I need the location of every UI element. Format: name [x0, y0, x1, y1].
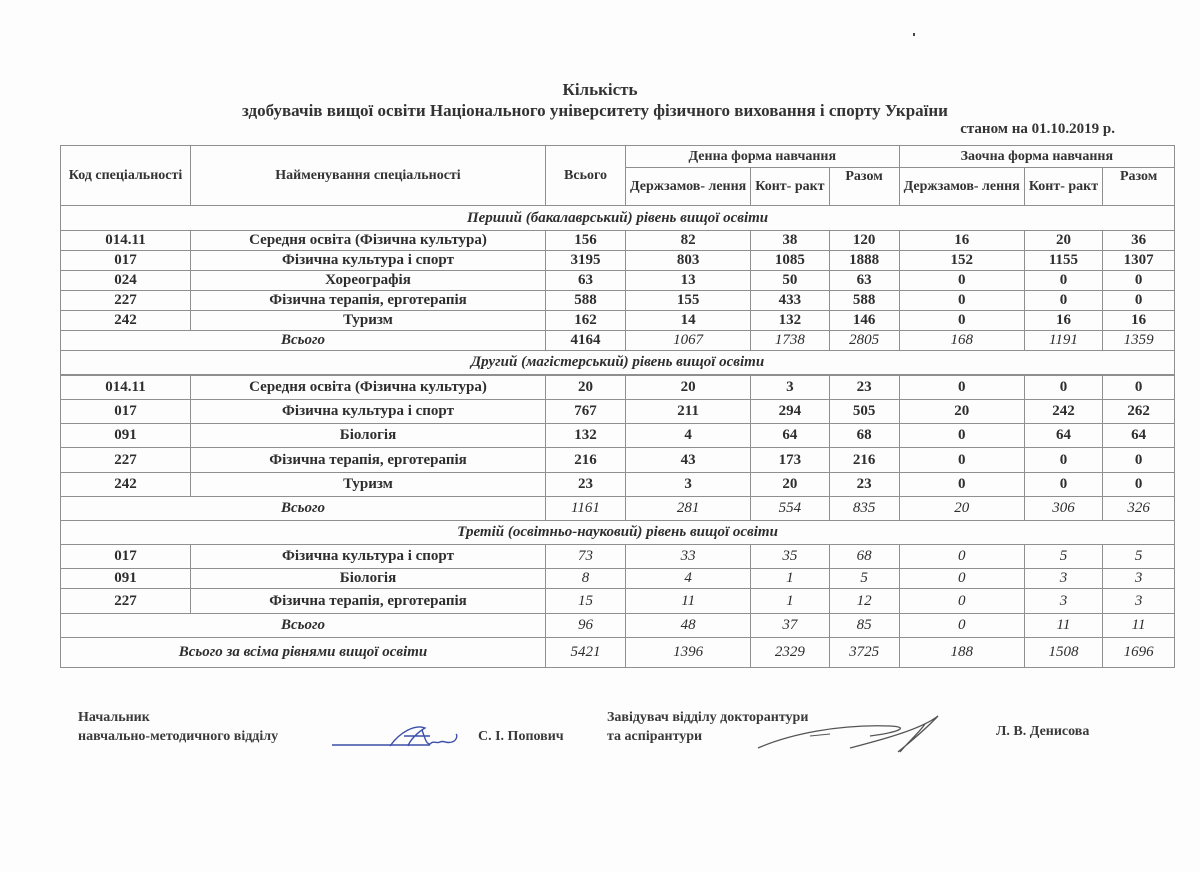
cell-pt-state: 0 [899, 375, 1024, 400]
subtotal-row [61, 614, 1175, 638]
left-signatory-name: С. І. Попович [478, 729, 564, 744]
cell-ft-contract: 3 [751, 375, 829, 400]
cell-name: Фізична терапія, ерготерапія [191, 448, 546, 473]
cell-ft-sum: 5 [829, 569, 899, 589]
cell-name: Туризм [191, 473, 546, 497]
cell-name: Фізична культура і спорт [191, 251, 546, 271]
table-row [61, 400, 1175, 424]
subtotal-ft-state: 281 [626, 497, 751, 521]
document-subtitle: здобувачів вищої освіти Національного університету фізичного виховання і спорту України [242, 101, 948, 120]
col-header-pt-sum: Разом [1103, 168, 1175, 206]
grand-total-row [61, 638, 1175, 668]
table-row [61, 231, 1175, 251]
cell-pt-sum: 0 [1103, 473, 1175, 497]
cell-ft-state: 3 [626, 473, 751, 497]
grand-total-pt-sum: 1696 [1103, 638, 1175, 668]
scan-speck [913, 33, 915, 36]
table-row [61, 569, 1175, 589]
cell-pt-state: 20 [899, 400, 1024, 424]
table-row [61, 545, 1175, 569]
cell-name: Фізична культура і спорт [191, 400, 546, 424]
subtotal-pt-sum: 326 [1103, 497, 1175, 521]
cell-ft-sum: 63 [829, 271, 899, 291]
cell-total: 162 [546, 311, 626, 331]
cell-ft-sum: 23 [829, 473, 899, 497]
cell-ft-contract: 1085 [751, 251, 829, 271]
cell-ft-state: 211 [626, 400, 751, 424]
cell-name: Фізична терапія, ерготерапія [191, 589, 546, 614]
cell-ft-sum: 216 [829, 448, 899, 473]
cell-ft-sum: 12 [829, 589, 899, 614]
subtotal-row [61, 331, 1175, 351]
col-header-pt-contract: Конт- ракт [1024, 168, 1102, 206]
cell-pt-sum: 0 [1103, 448, 1175, 473]
col-header-ft-sum: Разом [829, 168, 899, 206]
subtotal-ft-contract: 554 [751, 497, 829, 521]
cell-ft-state: 155 [626, 291, 751, 311]
cell-ft-contract: 1 [751, 589, 829, 614]
cell-pt-state: 0 [899, 569, 1024, 589]
subtotal-ft-sum: 835 [829, 497, 899, 521]
cell-code: 017 [61, 400, 191, 424]
cell-code: 091 [61, 424, 191, 448]
cell-pt-state: 0 [899, 271, 1024, 291]
grand-total-label: Всього за всіма рівнями вищої освіти [61, 638, 546, 668]
left-signature-icon [330, 722, 470, 752]
subtotal-pt-state: 168 [899, 331, 1024, 351]
cell-pt-sum: 1307 [1103, 251, 1175, 271]
cell-pt-state: 0 [899, 545, 1024, 569]
cell-ft-state: 20 [626, 375, 751, 400]
col-header-full-time: Денна форма навчання [626, 146, 900, 168]
cell-ft-contract: 35 [751, 545, 829, 569]
col-header-ft-state-order: Держзамов- лення [626, 168, 751, 206]
table-row [61, 375, 1175, 400]
cell-ft-state: 14 [626, 311, 751, 331]
cell-code: 242 [61, 473, 191, 497]
right-signatory-name: Л. В. Денисова [996, 724, 1090, 739]
cell-name: Середня освіта (Фізична культура) [191, 231, 546, 251]
cell-pt-contract: 16 [1024, 311, 1102, 331]
cell-pt-sum: 3 [1103, 589, 1175, 614]
cell-ft-sum: 505 [829, 400, 899, 424]
cell-total: 20 [546, 375, 626, 400]
cell-code: 227 [61, 291, 191, 311]
col-header-name: Найменування спеціальності [191, 146, 546, 206]
subtotal-ft-state: 48 [626, 614, 751, 638]
subtotal-pt-contract: 1191 [1024, 331, 1102, 351]
left-signatory-position: Начальник навчально-методичного відділу [78, 710, 279, 744]
cell-pt-sum: 0 [1103, 291, 1175, 311]
col-header-code: Код спеціальності [61, 146, 191, 206]
cell-name: Біологія [191, 424, 546, 448]
cell-ft-contract: 20 [751, 473, 829, 497]
cell-pt-state: 0 [899, 589, 1024, 614]
cell-ft-sum: 1888 [829, 251, 899, 271]
cell-ft-sum: 68 [829, 545, 899, 569]
cell-ft-contract: 132 [751, 311, 829, 331]
cell-code: 014.11 [61, 375, 191, 400]
col-header-pt-state-order: Держзамов- лення [899, 168, 1024, 206]
cell-total: 132 [546, 424, 626, 448]
cell-code: 017 [61, 251, 191, 271]
cell-ft-contract: 1 [751, 569, 829, 589]
cell-name: Фізична культура і спорт [191, 545, 546, 569]
subtotal-pt-contract: 11 [1024, 614, 1102, 638]
table-row [61, 311, 1175, 331]
cell-pt-contract: 0 [1024, 291, 1102, 311]
cell-total: 156 [546, 231, 626, 251]
cell-ft-sum: 23 [829, 375, 899, 400]
cell-ft-state: 11 [626, 589, 751, 614]
cell-ft-state: 33 [626, 545, 751, 569]
cell-code: 227 [61, 448, 191, 473]
right-signature-icon [750, 712, 950, 757]
cell-total: 23 [546, 473, 626, 497]
cell-pt-state: 152 [899, 251, 1024, 271]
cell-pt-state: 0 [899, 448, 1024, 473]
subtotal-row [61, 497, 1175, 521]
section-title-phd: Третій (освітньо-науковий) рівень вищої освіти [61, 521, 1175, 545]
cell-code: 091 [61, 569, 191, 589]
cell-total: 63 [546, 271, 626, 291]
cell-ft-sum: 146 [829, 311, 899, 331]
col-header-total: Всього [546, 146, 626, 206]
table-row [61, 291, 1175, 311]
cell-pt-sum: 64 [1103, 424, 1175, 448]
cell-ft-contract: 50 [751, 271, 829, 291]
col-header-ft-contract: Конт- ракт [751, 168, 829, 206]
subtotal-ft-sum: 85 [829, 614, 899, 638]
cell-pt-contract: 3 [1024, 569, 1102, 589]
table-row [61, 271, 1175, 291]
table-row [61, 424, 1175, 448]
cell-code: 227 [61, 589, 191, 614]
cell-total: 588 [546, 291, 626, 311]
cell-pt-contract: 0 [1024, 448, 1102, 473]
cell-ft-state: 82 [626, 231, 751, 251]
cell-code: 242 [61, 311, 191, 331]
subtotal-pt-state: 0 [899, 614, 1024, 638]
cell-pt-sum: 3 [1103, 569, 1175, 589]
cell-pt-sum: 36 [1103, 231, 1175, 251]
cell-ft-sum: 120 [829, 231, 899, 251]
subtotal-ft-sum: 2805 [829, 331, 899, 351]
cell-pt-state: 0 [899, 311, 1024, 331]
cell-pt-contract: 242 [1024, 400, 1102, 424]
cell-pt-contract: 1155 [1024, 251, 1102, 271]
cell-ft-state: 13 [626, 271, 751, 291]
cell-total: 73 [546, 545, 626, 569]
subtotal-total: 4164 [546, 331, 626, 351]
cell-ft-contract: 294 [751, 400, 829, 424]
cell-pt-sum: 0 [1103, 271, 1175, 291]
cell-name: Хореографія [191, 271, 546, 291]
students-table [60, 145, 1175, 668]
subtotal-pt-sum: 1359 [1103, 331, 1175, 351]
cell-pt-contract: 0 [1024, 473, 1102, 497]
cell-pt-sum: 0 [1103, 375, 1175, 400]
cell-name: Фізична терапія, ерготерапія [191, 291, 546, 311]
subtotal-label: Всього [61, 614, 546, 638]
subtotal-total: 96 [546, 614, 626, 638]
table-row [61, 589, 1175, 614]
cell-name: Туризм [191, 311, 546, 331]
cell-name: Середня освіта (Фізична культура) [191, 375, 546, 400]
subtotal-pt-state: 20 [899, 497, 1024, 521]
cell-code: 017 [61, 545, 191, 569]
subtotal-ft-state: 1067 [626, 331, 751, 351]
section-title-bachelor: Перший (бакалаврський) рівень вищої освіти [61, 206, 1175, 231]
table-row [61, 473, 1175, 497]
cell-pt-sum: 5 [1103, 545, 1175, 569]
grand-total-total: 5421 [546, 638, 626, 668]
cell-ft-contract: 64 [751, 424, 829, 448]
cell-total: 216 [546, 448, 626, 473]
subtotal-ft-contract: 1738 [751, 331, 829, 351]
cell-ft-sum: 68 [829, 424, 899, 448]
cell-pt-contract: 0 [1024, 375, 1102, 400]
cell-total: 15 [546, 589, 626, 614]
cell-code: 024 [61, 271, 191, 291]
cell-pt-state: 0 [899, 291, 1024, 311]
cell-pt-sum: 16 [1103, 311, 1175, 331]
as-of-date: станом на 01.10.2019 р. [960, 121, 1115, 137]
grand-total-ft-contract: 2329 [751, 638, 829, 668]
cell-ft-contract: 38 [751, 231, 829, 251]
grand-total-ft-sum: 3725 [829, 638, 899, 668]
cell-total: 767 [546, 400, 626, 424]
subtotal-total: 1161 [546, 497, 626, 521]
grand-total-pt-contract: 1508 [1024, 638, 1102, 668]
col-header-part-time: Заочна форма навчання [899, 146, 1175, 168]
cell-pt-contract: 5 [1024, 545, 1102, 569]
cell-pt-sum: 262 [1103, 400, 1175, 424]
table-row [61, 448, 1175, 473]
subtotal-pt-sum: 11 [1103, 614, 1175, 638]
subtotal-pt-contract: 306 [1024, 497, 1102, 521]
cell-pt-state: 0 [899, 473, 1024, 497]
cell-ft-sum: 588 [829, 291, 899, 311]
cell-name: Біологія [191, 569, 546, 589]
cell-ft-contract: 173 [751, 448, 829, 473]
cell-total: 3195 [546, 251, 626, 271]
cell-ft-state: 43 [626, 448, 751, 473]
right-signatory-position: Завідувач відділу докторантури та аспірантури [607, 710, 809, 744]
cell-pt-state: 0 [899, 424, 1024, 448]
grand-total-ft-state: 1396 [626, 638, 751, 668]
section-title-master: Другий (магістерський) рівень вищої освіти [61, 351, 1175, 376]
cell-code: 014.11 [61, 231, 191, 251]
grand-total-pt-state: 188 [899, 638, 1024, 668]
cell-pt-state: 16 [899, 231, 1024, 251]
cell-pt-contract: 3 [1024, 589, 1102, 614]
cell-pt-contract: 0 [1024, 271, 1102, 291]
subtotal-label: Всього [61, 497, 546, 521]
cell-total: 8 [546, 569, 626, 589]
cell-ft-state: 4 [626, 424, 751, 448]
cell-ft-state: 803 [626, 251, 751, 271]
cell-ft-state: 4 [626, 569, 751, 589]
table-row [61, 251, 1175, 271]
subtotal-label: Всього [61, 331, 546, 351]
cell-ft-contract: 433 [751, 291, 829, 311]
document-title: Кількість [562, 80, 638, 99]
subtotal-ft-contract: 37 [751, 614, 829, 638]
cell-pt-contract: 64 [1024, 424, 1102, 448]
cell-pt-contract: 20 [1024, 231, 1102, 251]
